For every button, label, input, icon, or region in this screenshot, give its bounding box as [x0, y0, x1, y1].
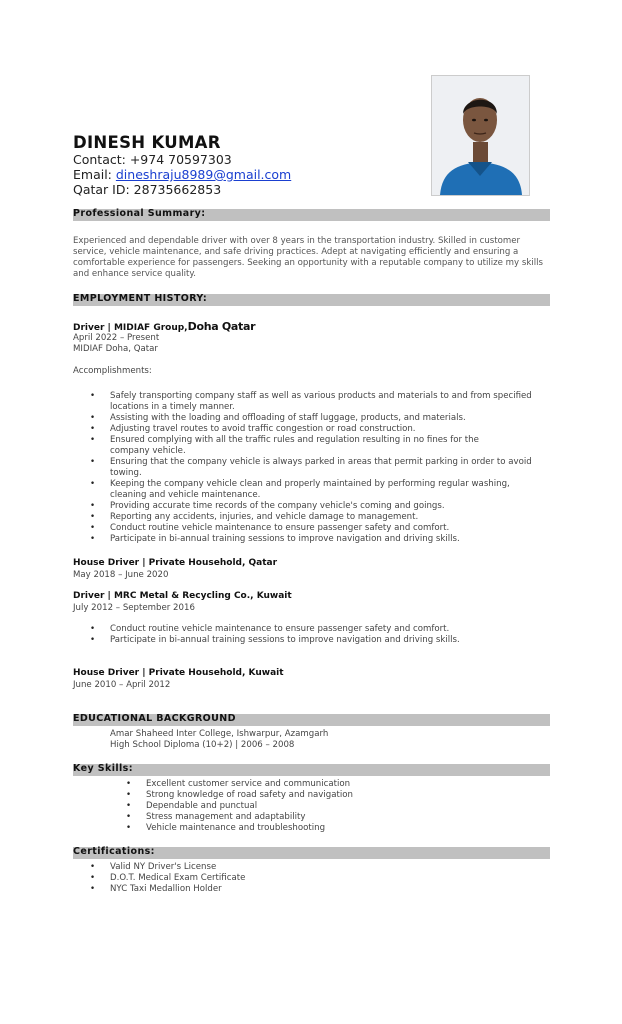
job-dates: June 2010 – April 2012	[73, 680, 171, 690]
list-item: • Participate in bi-annual training sessions to improve navigation and driving skills.	[73, 635, 551, 646]
list-item: • Safely transporting company staff as well as various products and materials to and from specified locations in a timely manner.	[73, 391, 551, 413]
skills-heading: Key Skills:	[73, 763, 133, 774]
list-item: • Valid NY Driver's License	[73, 862, 513, 873]
list-item: • Assisting with the loading and offloading of staff luggage, products, and materials.	[73, 413, 551, 424]
list-item: • NYC Taxi Medallion Holder	[73, 884, 513, 895]
email-link[interactable]: dineshraju8989@gmail.com	[115, 167, 292, 182]
qatar-id: Qatar ID: 28735662853	[73, 182, 222, 197]
certifications-heading: Certifications:	[73, 846, 155, 857]
section-bar-education	[73, 714, 550, 726]
list-item: • Ensuring that the company vehicle is always parked in areas that permit parking in order to avoid towing.	[73, 457, 551, 479]
summary-text: Experienced and dependable driver with over 8 years in the transportation industry. Skilled in customer service, vehicle maintenance, and safe driving practices. Adept at navigating efficiently and ensuring a comfortable experience for passengers. Seeking an opportunity with a reputable company to utilize my skills and enhance service quality.	[73, 236, 543, 279]
section-bar-skills	[73, 764, 550, 776]
list-item: • Ensured complying with all the traffic rules and regulation resulting in no fines for the company vehicle.	[73, 435, 551, 457]
section-bar-certifications	[73, 847, 550, 859]
job-dates: July 2012 – September 2016	[73, 603, 195, 613]
list-item: • Participate in bi-annual training sessions to improve navigation and driving skills.	[73, 534, 551, 545]
candidate-name: DINESH KUMAR	[73, 133, 221, 152]
list-item: • Dependable and punctual	[91, 801, 531, 812]
list-item: • Keeping the company vehicle clean and properly maintained by performing regular washing, cleaning and vehicle maintenance.	[73, 479, 551, 501]
school-name: Amar Shaheed Inter College, Ishwarpur, Azamgarh	[110, 729, 329, 739]
contact-email-line	[73, 167, 291, 182]
job-title	[73, 320, 255, 333]
list-item: • Strong knowledge of road safety and navigation	[91, 790, 531, 801]
list-item: • Excellent customer service and communication	[91, 779, 531, 790]
section-bar-employment	[73, 294, 550, 306]
job-title-text: Driver | MIDIAF Group,	[73, 323, 188, 333]
summary-heading: Professional Summary:	[73, 208, 206, 219]
contact-phone: Contact: +974 70597303	[73, 152, 232, 167]
certifications-list	[73, 862, 513, 895]
job-title: House Driver | Private Household, Qatar	[73, 558, 278, 568]
job-dates: May 2018 – June 2020	[73, 570, 169, 580]
email-label: Email:	[73, 167, 116, 182]
accomplishments-list	[73, 391, 551, 545]
job-location: MIDIAF Doha, Qatar	[73, 344, 158, 354]
list-item: • Providing accurate time records of the company vehicle's coming and goings.	[73, 501, 551, 512]
list-item: • Adjusting travel routes to avoid traffic congestion or road construction.	[73, 424, 551, 435]
list-item: • D.O.T. Medical Exam Certificate	[73, 873, 513, 884]
list-item: • Conduct routine vehicle maintenance to ensure passenger safety and comfort.	[73, 523, 551, 534]
employment-heading: EMPLOYMENT HISTORY:	[73, 293, 208, 304]
job-dates: April 2022 – Present	[73, 333, 160, 343]
portrait-photo-icon	[431, 75, 530, 196]
diploma: High School Diploma (10+2) | 2006 – 2008	[110, 740, 295, 750]
skills-list	[91, 779, 531, 834]
list-item: • Stress management and adaptability	[91, 812, 531, 823]
section-bar-summary	[73, 209, 550, 221]
education-heading: EDUCATIONAL BACKGROUND	[73, 713, 236, 724]
list-item: • Vehicle maintenance and troubleshooting	[91, 823, 531, 834]
list-item: • Conduct routine vehicle maintenance to ensure passenger safety and comfort.	[73, 624, 551, 635]
job-bullets	[73, 624, 551, 646]
accomplishments-label: Accomplishments:	[73, 366, 152, 376]
list-item: • Reporting any accidents, injuries, and vehicle damage to management.	[73, 512, 551, 523]
job-title-location: Doha Qatar	[187, 320, 256, 333]
job-title: Driver | MRC Metal & Recycling Co., Kuwait	[73, 591, 292, 601]
job-title: House Driver | Private Household, Kuwait	[73, 668, 284, 678]
